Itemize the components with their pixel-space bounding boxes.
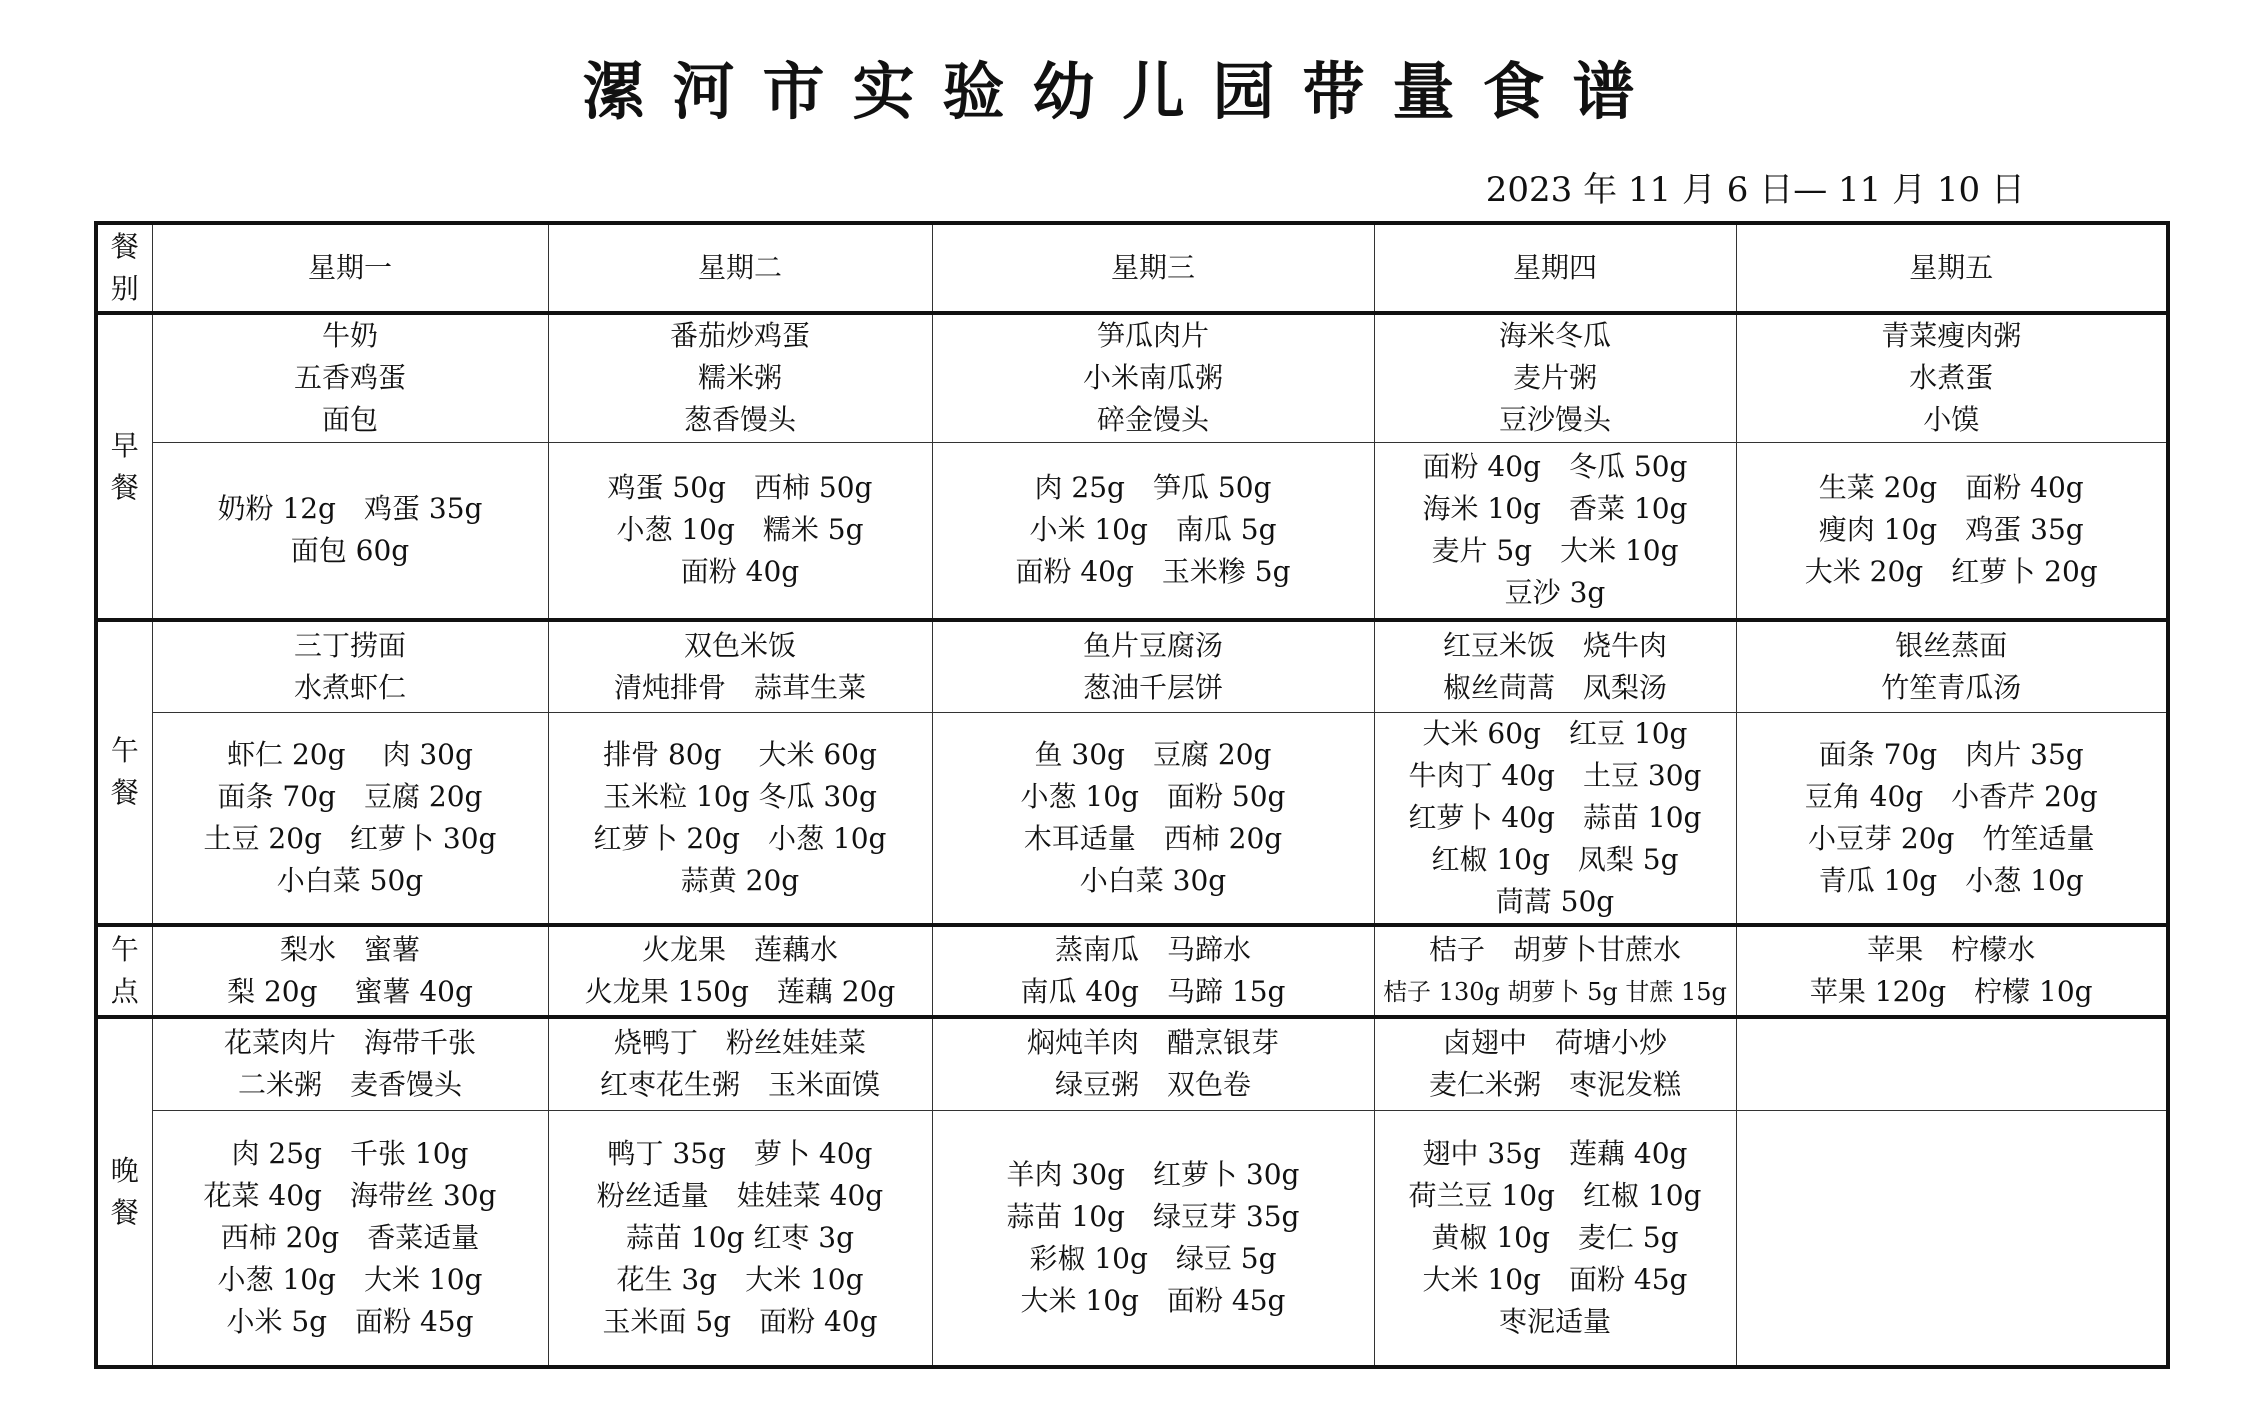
ingredient-line: 面粉 40g bbox=[680, 555, 800, 589]
dish-line: 桔子 胡萝卜甘蔗水 bbox=[1428, 932, 1681, 966]
page-title: 漯河市实验幼儿园带量食谱 bbox=[582, 55, 1663, 128]
ingredient-line: 面粉 40g 玉米糁 5g bbox=[1015, 555, 1291, 589]
meal-label-char: 别 bbox=[110, 272, 139, 305]
meal-label-char: 餐 bbox=[110, 470, 139, 504]
ingredient-line: 大米 10g 面粉 45g bbox=[1020, 1283, 1286, 1317]
dish-line: 番茄炒鸡蛋 bbox=[669, 319, 810, 353]
snack-snack-tuesday bbox=[548, 925, 932, 1017]
lunch-amounts-thursday bbox=[1374, 712, 1736, 925]
dish-line: 桔子 130g 胡萝卜 5g 甘蔗 15g bbox=[1383, 977, 1727, 1006]
dish-line: 蒸南瓜 马蹄水 bbox=[1054, 932, 1251, 966]
ingredient-line: 鸭丁 35g 萝卜 40g bbox=[607, 1136, 873, 1170]
ingredient-line: 玉米粒 10g 冬瓜 30g bbox=[603, 779, 877, 813]
ingredient-line: 蒜苗 10g 红枣 3g bbox=[626, 1220, 854, 1254]
ingredient-line: 蒜苗 10g 绿豆芽 35g bbox=[1006, 1199, 1300, 1233]
dinner-dishes-tuesday bbox=[548, 1017, 932, 1111]
ingredient-line: 玉米面 5g 面粉 40g bbox=[602, 1304, 878, 1338]
dish-line: 烧鸭丁 粉丝娃娃菜 bbox=[613, 1026, 866, 1060]
ingredient-line: 红萝卜 40g 蒜苗 10g bbox=[1408, 800, 1702, 834]
dinner-dishes-friday bbox=[1736, 1017, 2168, 1111]
ingredient-line: 奶粉 12g 鸡蛋 35g bbox=[217, 492, 483, 526]
lunch-dishes-row bbox=[96, 620, 2168, 712]
dish-line: 糯米粥 bbox=[697, 361, 782, 395]
ingredient-line: 小葱 10g 糯米 5g bbox=[616, 513, 864, 547]
dinner-amounts-thursday bbox=[1374, 1111, 1736, 1367]
meal-label-dinner bbox=[96, 1017, 152, 1367]
ingredient-line: 羊肉 30g 红萝卜 30g bbox=[1006, 1157, 1300, 1191]
breakfast-amounts-row bbox=[96, 442, 2168, 620]
ingredient-line: 木耳适量 西柿 20g bbox=[1023, 821, 1283, 855]
meal-label-breakfast bbox=[96, 313, 152, 620]
meal-label-snack bbox=[96, 925, 152, 1017]
dish-line: 青菜瘦肉粥 bbox=[1881, 319, 2022, 353]
menu-table bbox=[94, 221, 2170, 1369]
ingredient-line: 红萝卜 20g 小葱 10g bbox=[593, 821, 887, 855]
ingredient-line: 大米 20g 红萝卜 20g bbox=[1804, 555, 2098, 589]
ingredient-line: 海米 10g 香菜 10g bbox=[1422, 492, 1688, 526]
day-header-monday: 星期一 bbox=[152, 223, 548, 313]
meal-label-lunch bbox=[96, 620, 152, 925]
ingredient-line: 茼蒿 50g bbox=[1495, 884, 1615, 918]
breakfast-dishes-wednesday bbox=[932, 313, 1374, 442]
ingredient-line: 黄椒 10g 麦仁 5g bbox=[1431, 1220, 1679, 1254]
dinner-dishes-monday bbox=[152, 1017, 548, 1111]
dinner-amounts-monday bbox=[152, 1111, 548, 1367]
lunch-dishes-friday bbox=[1736, 620, 2168, 712]
meal-label-char: 餐 bbox=[110, 1195, 139, 1229]
lunch-dishes-thursday bbox=[1374, 620, 1736, 712]
dish-line: 花菜肉片 海带千张 bbox=[223, 1026, 476, 1060]
ingredient-line: 小米 10g 南瓜 5g bbox=[1029, 513, 1277, 547]
ingredient-line: 荷兰豆 10g 红椒 10g bbox=[1408, 1178, 1702, 1212]
meal-label-char: 餐 bbox=[110, 776, 139, 810]
dish-line: 面包 bbox=[321, 403, 378, 437]
ingredient-line: 瘦肉 10g 鸡蛋 35g bbox=[1818, 513, 2084, 547]
lunch-amounts-monday bbox=[152, 712, 548, 925]
date-range: 2023 年 11 月 6 日— 11 月 10 日 bbox=[1485, 170, 2025, 210]
dish-line: 焖炖羊肉 醋烹银芽 bbox=[1026, 1026, 1279, 1060]
dish-line: 二米粥 麦香馒头 bbox=[237, 1068, 462, 1102]
ingredient-line: 虾仁 20g 肉 30g bbox=[227, 737, 473, 771]
dish-line: 梨水 蜜薯 bbox=[279, 932, 420, 966]
ingredient-line: 小白菜 30g bbox=[1079, 863, 1227, 897]
dish-line: 牛奶 bbox=[321, 319, 378, 353]
ingredient-line: 小豆芽 20g 竹笙适量 bbox=[1808, 821, 2095, 855]
meal-label-char: 点 bbox=[110, 974, 139, 1008]
lunch-dishes-monday bbox=[152, 620, 548, 712]
dish-line: 水煮蛋 bbox=[1909, 361, 1994, 395]
ingredient-line: 翅中 35g 莲藕 40g bbox=[1422, 1136, 1688, 1170]
dish-line: 清炖排骨 蒜茸生菜 bbox=[613, 670, 866, 704]
ingredient-line: 小葱 10g 大米 10g bbox=[217, 1262, 483, 1296]
snack-snack-monday bbox=[152, 925, 548, 1017]
ingredient-line: 大米 10g 面粉 45g bbox=[1422, 1262, 1688, 1296]
header-row bbox=[96, 223, 2168, 313]
day-header-tuesday: 星期二 bbox=[548, 223, 932, 313]
dish-line: 豆沙馒头 bbox=[1498, 403, 1611, 437]
day-header-wednesday: 星期三 bbox=[932, 223, 1374, 313]
dish-line: 鱼片豆腐汤 bbox=[1082, 628, 1223, 662]
breakfast-dishes-tuesday bbox=[548, 313, 932, 442]
lunch-amounts-tuesday bbox=[548, 712, 932, 925]
meal-label-char: 早 bbox=[110, 428, 139, 462]
ingredient-line: 鱼 30g 豆腐 20g bbox=[1034, 737, 1272, 771]
lunch-amounts-friday bbox=[1736, 712, 2168, 925]
dish-line: 葱香馒头 bbox=[683, 403, 796, 437]
ingredient-line: 青瓜 10g 小葱 10g bbox=[1818, 863, 2084, 897]
breakfast-dishes-friday bbox=[1736, 313, 2168, 442]
ingredient-line: 排骨 80g 大米 60g bbox=[603, 737, 877, 771]
meal-label-char: 餐 bbox=[110, 230, 139, 263]
snack-snack-wednesday bbox=[932, 925, 1374, 1017]
ingredient-line: 小白菜 50g bbox=[276, 863, 424, 897]
lunch-dishes-tuesday bbox=[548, 620, 932, 712]
breakfast-amounts-wednesday bbox=[932, 442, 1374, 620]
ingredient-line: 豆沙 3g bbox=[1504, 576, 1606, 610]
snack-snack-friday bbox=[1736, 925, 2168, 1017]
dish-line: 梨 20g 蜜薯 40g bbox=[227, 974, 473, 1008]
dinner-amounts-row bbox=[96, 1111, 2168, 1367]
day-header-friday: 星期五 bbox=[1736, 223, 2168, 313]
ingredient-line: 粉丝适量 娃娃菜 40g bbox=[596, 1178, 884, 1212]
dinner-amounts-wednesday bbox=[932, 1111, 1374, 1367]
meal-label-char: 午 bbox=[110, 734, 139, 768]
ingredient-line: 西柿 20g 香菜适量 bbox=[220, 1220, 480, 1254]
breakfast-amounts-monday bbox=[152, 442, 548, 620]
dish-line: 竹笙青瓜汤 bbox=[1881, 670, 2022, 704]
meal-label-header bbox=[96, 223, 152, 313]
ingredient-line: 土豆 20g 红萝卜 30g bbox=[203, 821, 497, 855]
ingredient-line: 彩椒 10g 绿豆 5g bbox=[1029, 1241, 1277, 1275]
dinner-dishes-row bbox=[96, 1017, 2168, 1111]
ingredient-line: 红椒 10g 凤梨 5g bbox=[1431, 842, 1679, 876]
menu-table-body bbox=[96, 223, 2168, 1367]
snack-snack-row bbox=[96, 925, 2168, 1017]
meal-label-char: 晚 bbox=[110, 1153, 139, 1187]
dinner-dishes-thursday bbox=[1374, 1017, 1736, 1111]
dinner-amounts-tuesday bbox=[548, 1111, 932, 1367]
snack-snack-thursday bbox=[1374, 925, 1736, 1017]
ingredient-line: 蒜黄 20g bbox=[680, 863, 800, 897]
ingredient-line: 肉 25g 千张 10g bbox=[231, 1136, 469, 1170]
dish-line: 南瓜 40g 马蹄 15g bbox=[1020, 974, 1286, 1008]
ingredient-line: 花生 3g 大米 10g bbox=[616, 1262, 864, 1296]
dish-line: 麦片粥 bbox=[1512, 361, 1597, 395]
lunch-amounts-row bbox=[96, 712, 2168, 925]
dish-line: 小米南瓜粥 bbox=[1082, 361, 1223, 395]
dish-line: 双色米饭 bbox=[683, 628, 796, 662]
dish-line: 小馍 bbox=[1923, 403, 1980, 437]
breakfast-dishes-thursday bbox=[1374, 313, 1736, 442]
ingredient-line: 花菜 40g 海带丝 30g bbox=[203, 1178, 497, 1212]
dish-line: 苹果 120g 柠檬 10g bbox=[1809, 974, 2093, 1008]
ingredient-line: 面条 70g 豆腐 20g bbox=[217, 779, 483, 813]
dish-line: 笋瓜肉片 bbox=[1096, 319, 1209, 353]
dinner-amounts-friday bbox=[1736, 1111, 2168, 1367]
ingredient-line: 面条 70g 肉片 35g bbox=[1818, 737, 2084, 771]
dish-line: 水煮虾仁 bbox=[293, 670, 406, 704]
day-header-thursday: 星期四 bbox=[1374, 223, 1736, 313]
dish-line: 火龙果 150g 莲藕 20g bbox=[584, 974, 896, 1008]
ingredient-line: 鸡蛋 50g 西柿 50g bbox=[607, 471, 873, 505]
dish-line: 椒丝茼蒿 凤梨汤 bbox=[1442, 670, 1667, 704]
dish-line: 三丁捞面 bbox=[293, 628, 406, 662]
dish-line: 火龙果 莲藕水 bbox=[641, 932, 838, 966]
dish-line: 绿豆粥 双色卷 bbox=[1054, 1068, 1251, 1102]
breakfast-amounts-thursday bbox=[1374, 442, 1736, 620]
ingredient-line: 牛肉丁 40g 土豆 30g bbox=[1408, 758, 1702, 792]
dish-line: 麦仁米粥 枣泥发糕 bbox=[1428, 1068, 1681, 1102]
ingredient-line: 面粉 40g 冬瓜 50g bbox=[1422, 450, 1688, 484]
dish-line: 葱油千层饼 bbox=[1082, 670, 1223, 704]
dish-line: 红豆米饭 烧牛肉 bbox=[1442, 628, 1667, 662]
breakfast-amounts-tuesday bbox=[548, 442, 932, 620]
meal-label-char: 午 bbox=[110, 932, 139, 966]
dish-line: 苹果 柠檬水 bbox=[1867, 932, 2036, 966]
lunch-amounts-wednesday bbox=[932, 712, 1374, 925]
dish-line: 银丝蒸面 bbox=[1895, 628, 2008, 662]
breakfast-amounts-friday bbox=[1736, 442, 2168, 620]
ingredient-line: 肉 25g 笋瓜 50g bbox=[1034, 471, 1272, 505]
ingredient-line: 小米 5g 面粉 45g bbox=[226, 1304, 474, 1338]
ingredient-line: 枣泥适量 bbox=[1498, 1304, 1611, 1338]
ingredient-line: 面包 60g bbox=[290, 534, 410, 568]
breakfast-dishes-row bbox=[96, 313, 2168, 442]
dish-line: 卤翅中 荷塘小炒 bbox=[1442, 1026, 1667, 1060]
ingredient-line: 大米 60g 红豆 10g bbox=[1422, 716, 1688, 750]
ingredient-line: 小葱 10g 面粉 50g bbox=[1020, 779, 1286, 813]
ingredient-line: 豆角 40g 小香芹 20g bbox=[1804, 779, 2098, 813]
dish-line: 红枣花生粥 玉米面馍 bbox=[599, 1068, 880, 1102]
lunch-dishes-wednesday bbox=[932, 620, 1374, 712]
dinner-dishes-wednesday bbox=[932, 1017, 1374, 1111]
ingredient-line: 生菜 20g 面粉 40g bbox=[1818, 471, 2084, 505]
dish-line: 碎金馒头 bbox=[1096, 403, 1209, 437]
breakfast-dishes-monday bbox=[152, 313, 548, 442]
ingredient-line: 麦片 5g 大米 10g bbox=[1431, 534, 1679, 568]
dish-line: 海米冬瓜 bbox=[1498, 319, 1611, 353]
dish-line: 五香鸡蛋 bbox=[293, 361, 406, 395]
